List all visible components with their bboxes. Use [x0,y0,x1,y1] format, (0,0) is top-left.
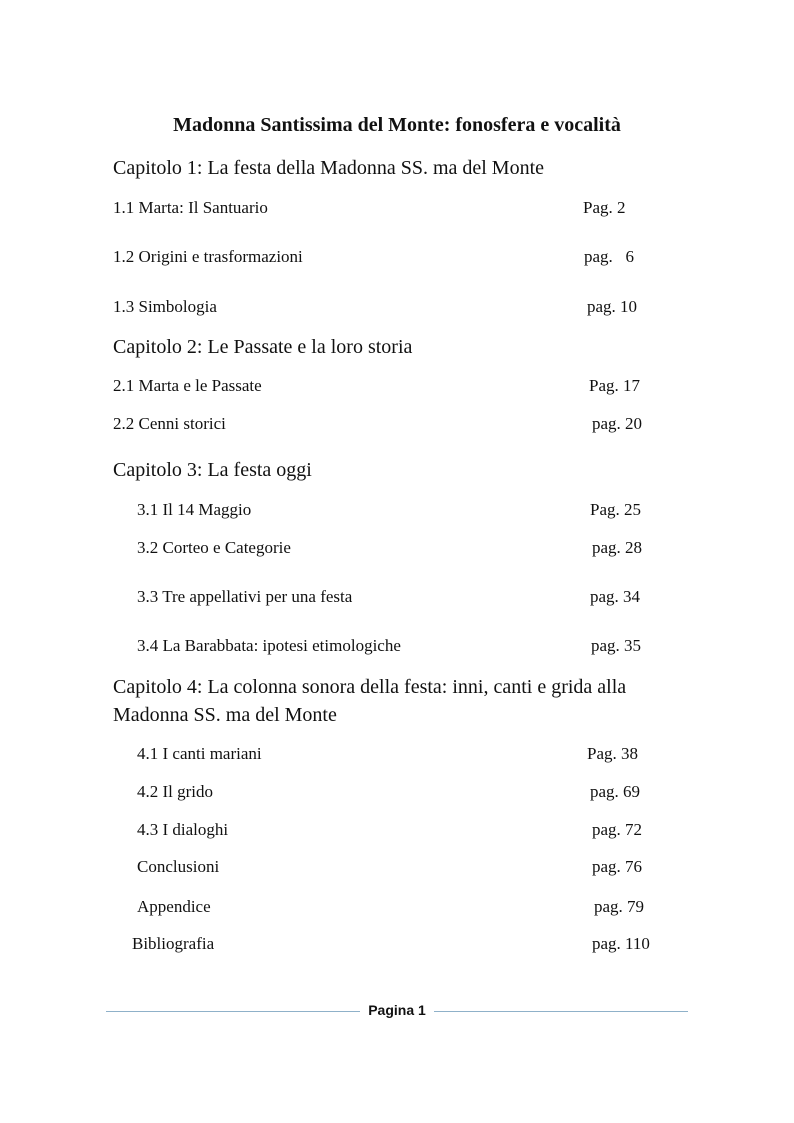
toc-entry-label: 2.1 Marta e le Passate [113,376,262,395]
toc-entry-label: 1.1 Marta: Il Santuario [113,198,268,217]
toc-entry-label: 3.3 Tre appellativi per una festa [137,587,353,606]
toc-entry-label: 4.1 I canti mariani [137,744,262,763]
toc-entry-label: Bibliografia [132,934,215,953]
toc-entry-label: 3.4 La Barabbata: ipotesi etimologiche [137,636,401,655]
chapter-heading: Capitolo 2: Le Passate e la loro storia [113,336,413,358]
chapter-heading: Capitolo 1: La festa della Madonna SS. ma del Monte [113,157,545,179]
toc-entry-page: pag. 35 [591,636,642,655]
toc-entry-label: 1.2 Origini e trasformazioni [113,247,303,266]
toc-entry-page: pag. 72 [592,820,643,839]
toc-entry-label: 3.2 Corteo e Categorie [137,538,291,557]
toc-entry-page: Pag. 2 [583,198,626,217]
toc-entry-page: pag. 20 [592,414,643,433]
toc-entry-label: 2.2 Cenni storici [113,414,226,433]
toc-entry-label: 4.3 I dialoghi [137,820,229,839]
toc-entry-page: pag. 34 [590,587,641,606]
toc-entry-page: pag. 6 [584,247,635,266]
toc-entry-page: pag. 79 [594,897,645,916]
chapter-heading: Capitolo 4: La colonna sonora della festa: inni, canti e grida alla [113,676,627,698]
toc-entry-page: Pag. 38 [587,744,638,763]
toc-entry-page: pag. 110 [592,934,650,953]
toc-entry-label: Appendice [137,897,211,916]
toc-entry-page: Pag. 17 [589,376,640,395]
page-number-label: Pagina 1 [360,1002,434,1018]
toc-entry-label: Conclusioni [137,857,220,876]
toc-entry-label: 4.2 Il grido [137,782,214,801]
toc-entry-page: pag. 10 [587,297,638,316]
toc-entry-page: pag. 76 [592,857,643,876]
document-title: Madonna Santissima del Monte: fonosfera e vocalità [173,114,621,136]
toc-entry-label: 3.1 Il 14 Maggio [137,500,252,519]
toc-entry-label: 1.3 Simbologia [113,297,217,316]
toc-entry-page: pag. 28 [592,538,643,557]
toc-entry-page: Pag. 25 [590,500,641,519]
chapter-heading-continued: Madonna SS. ma del Monte [113,704,337,726]
page-number-footer [0,1002,794,1018]
chapter-heading: Capitolo 3: La festa oggi [113,459,312,481]
toc-entry-page: pag. 69 [590,782,641,801]
